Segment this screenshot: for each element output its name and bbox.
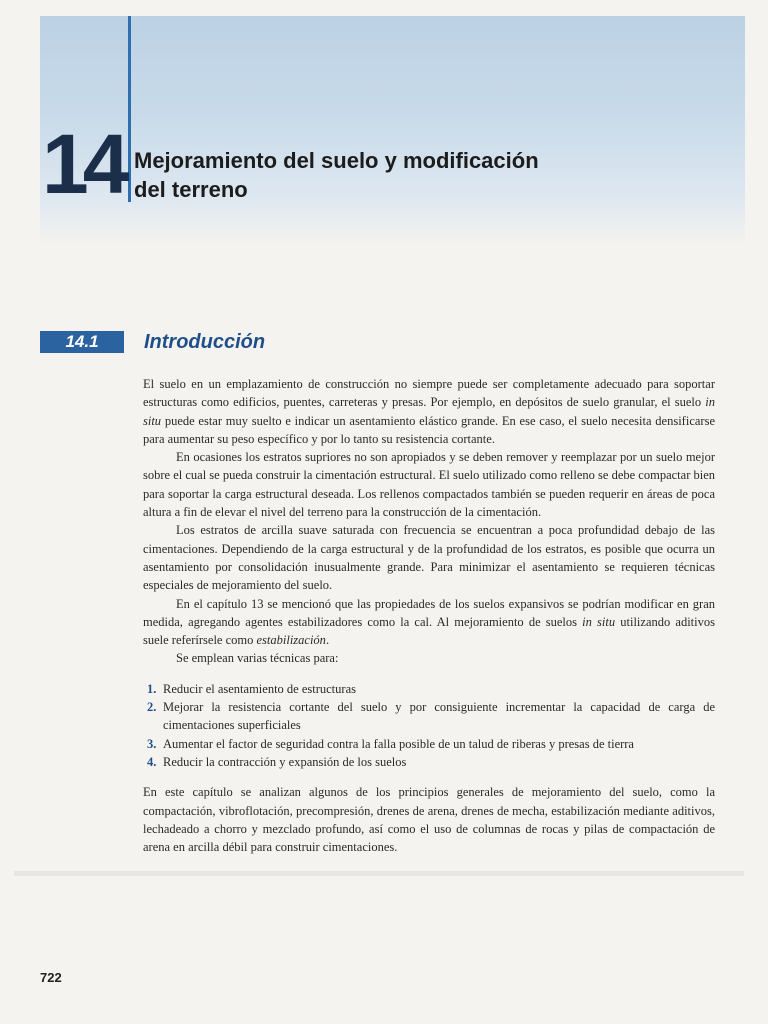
technique-list xyxy=(143,680,715,771)
list-item xyxy=(143,680,715,698)
paragraph-1-italic-in-situ: in situ xyxy=(143,395,715,428)
body-text xyxy=(143,375,715,856)
paragraph-4-text-a: En el capítulo 13 se mencionó que las propiedades de los suelos expansivos se podrían modificar en gran medida, agregando agentes estabilizadores como la cal. Al mejoramiento de suelos xyxy=(143,596,715,629)
paragraph-4-text-c: utilizando aditivos suele referírsele como xyxy=(143,614,715,648)
chapter-header-band xyxy=(40,16,745,246)
list-item xyxy=(143,698,715,735)
closing-paragraph: En este capítulo se analizan algunos de los principios generales de mejoramiento del suelo, como la compactación, vibroflotación, precompresión, drenes de arena, drenes de mecha, estabilización mediante aditivos, lechadeado a chorro y mezclado profundo, así como el uso de columnas de rocas y pilas de compactación de arena en arcilla débil para construir cimentaciones. xyxy=(143,785,715,855)
list-item xyxy=(143,735,715,753)
chapter-title xyxy=(134,146,539,204)
list-item-text: Mejorar la resistencia cortante del suelo y por consiguiente incrementar la capacidad de carga de cimentaciones superficiales xyxy=(163,700,715,733)
chapter-title-line-1: Mejoramiento del suelo y modificación xyxy=(134,148,539,173)
paragraph-5: Se emplean varias técnicas para: xyxy=(176,651,339,666)
paragraph-4-italic-estabilizacion: estabilización xyxy=(256,633,326,648)
paragraph-1-text-c: puede estar muy suelto e indicar un asentamiento elástico grande. En ese caso, el suelo necesita densificarse para aumentar su peso específico y por lo tanto su resistencia cortante. xyxy=(143,413,715,446)
section-title: Introducción xyxy=(144,331,266,353)
paragraph-2: En ocasiones los estratos supriores no son apropiados y se deben remover y reemplazar por un suelo mejor sobre el cual se pueda construir la cimentación estructural. El suelo utilizado como relleno se debe compactar bien para soportar la carga estructural deseada. Los rellenos compactados también se pueden requerir en áreas de poca altura a fin de elevar el nivel del terreno para la construcción de la cimentación. xyxy=(143,450,716,520)
paragraph-4-text-e: . xyxy=(325,633,330,648)
chapter-number: 14 xyxy=(42,117,124,211)
list-item-text: Aumentar el factor de seguridad contra la falla posible de un talud de riberas y presas de tierra xyxy=(163,736,634,751)
section-number-badge: 14.1 xyxy=(40,331,124,353)
list-item-number: 4. xyxy=(147,754,157,769)
list-item-number: 2. xyxy=(147,700,157,715)
scan-artifact-line xyxy=(14,871,744,876)
list-item-number: 1. xyxy=(147,681,157,696)
paragraph-4 xyxy=(143,595,715,650)
paragraph-4-italic-in-situ: in situ xyxy=(582,614,616,629)
list-item xyxy=(143,753,715,771)
header-divider-rule xyxy=(128,16,131,202)
list-item-number: 3. xyxy=(147,736,157,751)
paragraph-3: Los estratos de arcilla suave saturada con frecuencia se encuentran a poca profundidad debajo de las cimentaciones. Dependiendo de la carga estructural y de la profundidad de los estratos, es posible que ocurra un asentamiento por consolidación inusualmente grande. Para minimizar el asentamiento se requieren técnicas especiales de mejoramiento del suelo. xyxy=(143,523,715,593)
list-item-text: Reducir el asentamiento de estructuras xyxy=(163,681,356,696)
chapter-title-line-2: del terreno xyxy=(134,177,248,202)
paragraph-1-text-a: El suelo en un emplazamiento de construcción no siempre puede ser completamente adecuado para soportar estructuras como edificios, puentes, carreteras y presas. Por ejemplo, en depósitos de suelo granular, el suelo xyxy=(143,377,715,410)
page-number: 722 xyxy=(40,970,62,985)
paragraph-1 xyxy=(143,375,715,448)
list-item-text: Reducir la contracción y expansión de los suelos xyxy=(163,754,407,769)
